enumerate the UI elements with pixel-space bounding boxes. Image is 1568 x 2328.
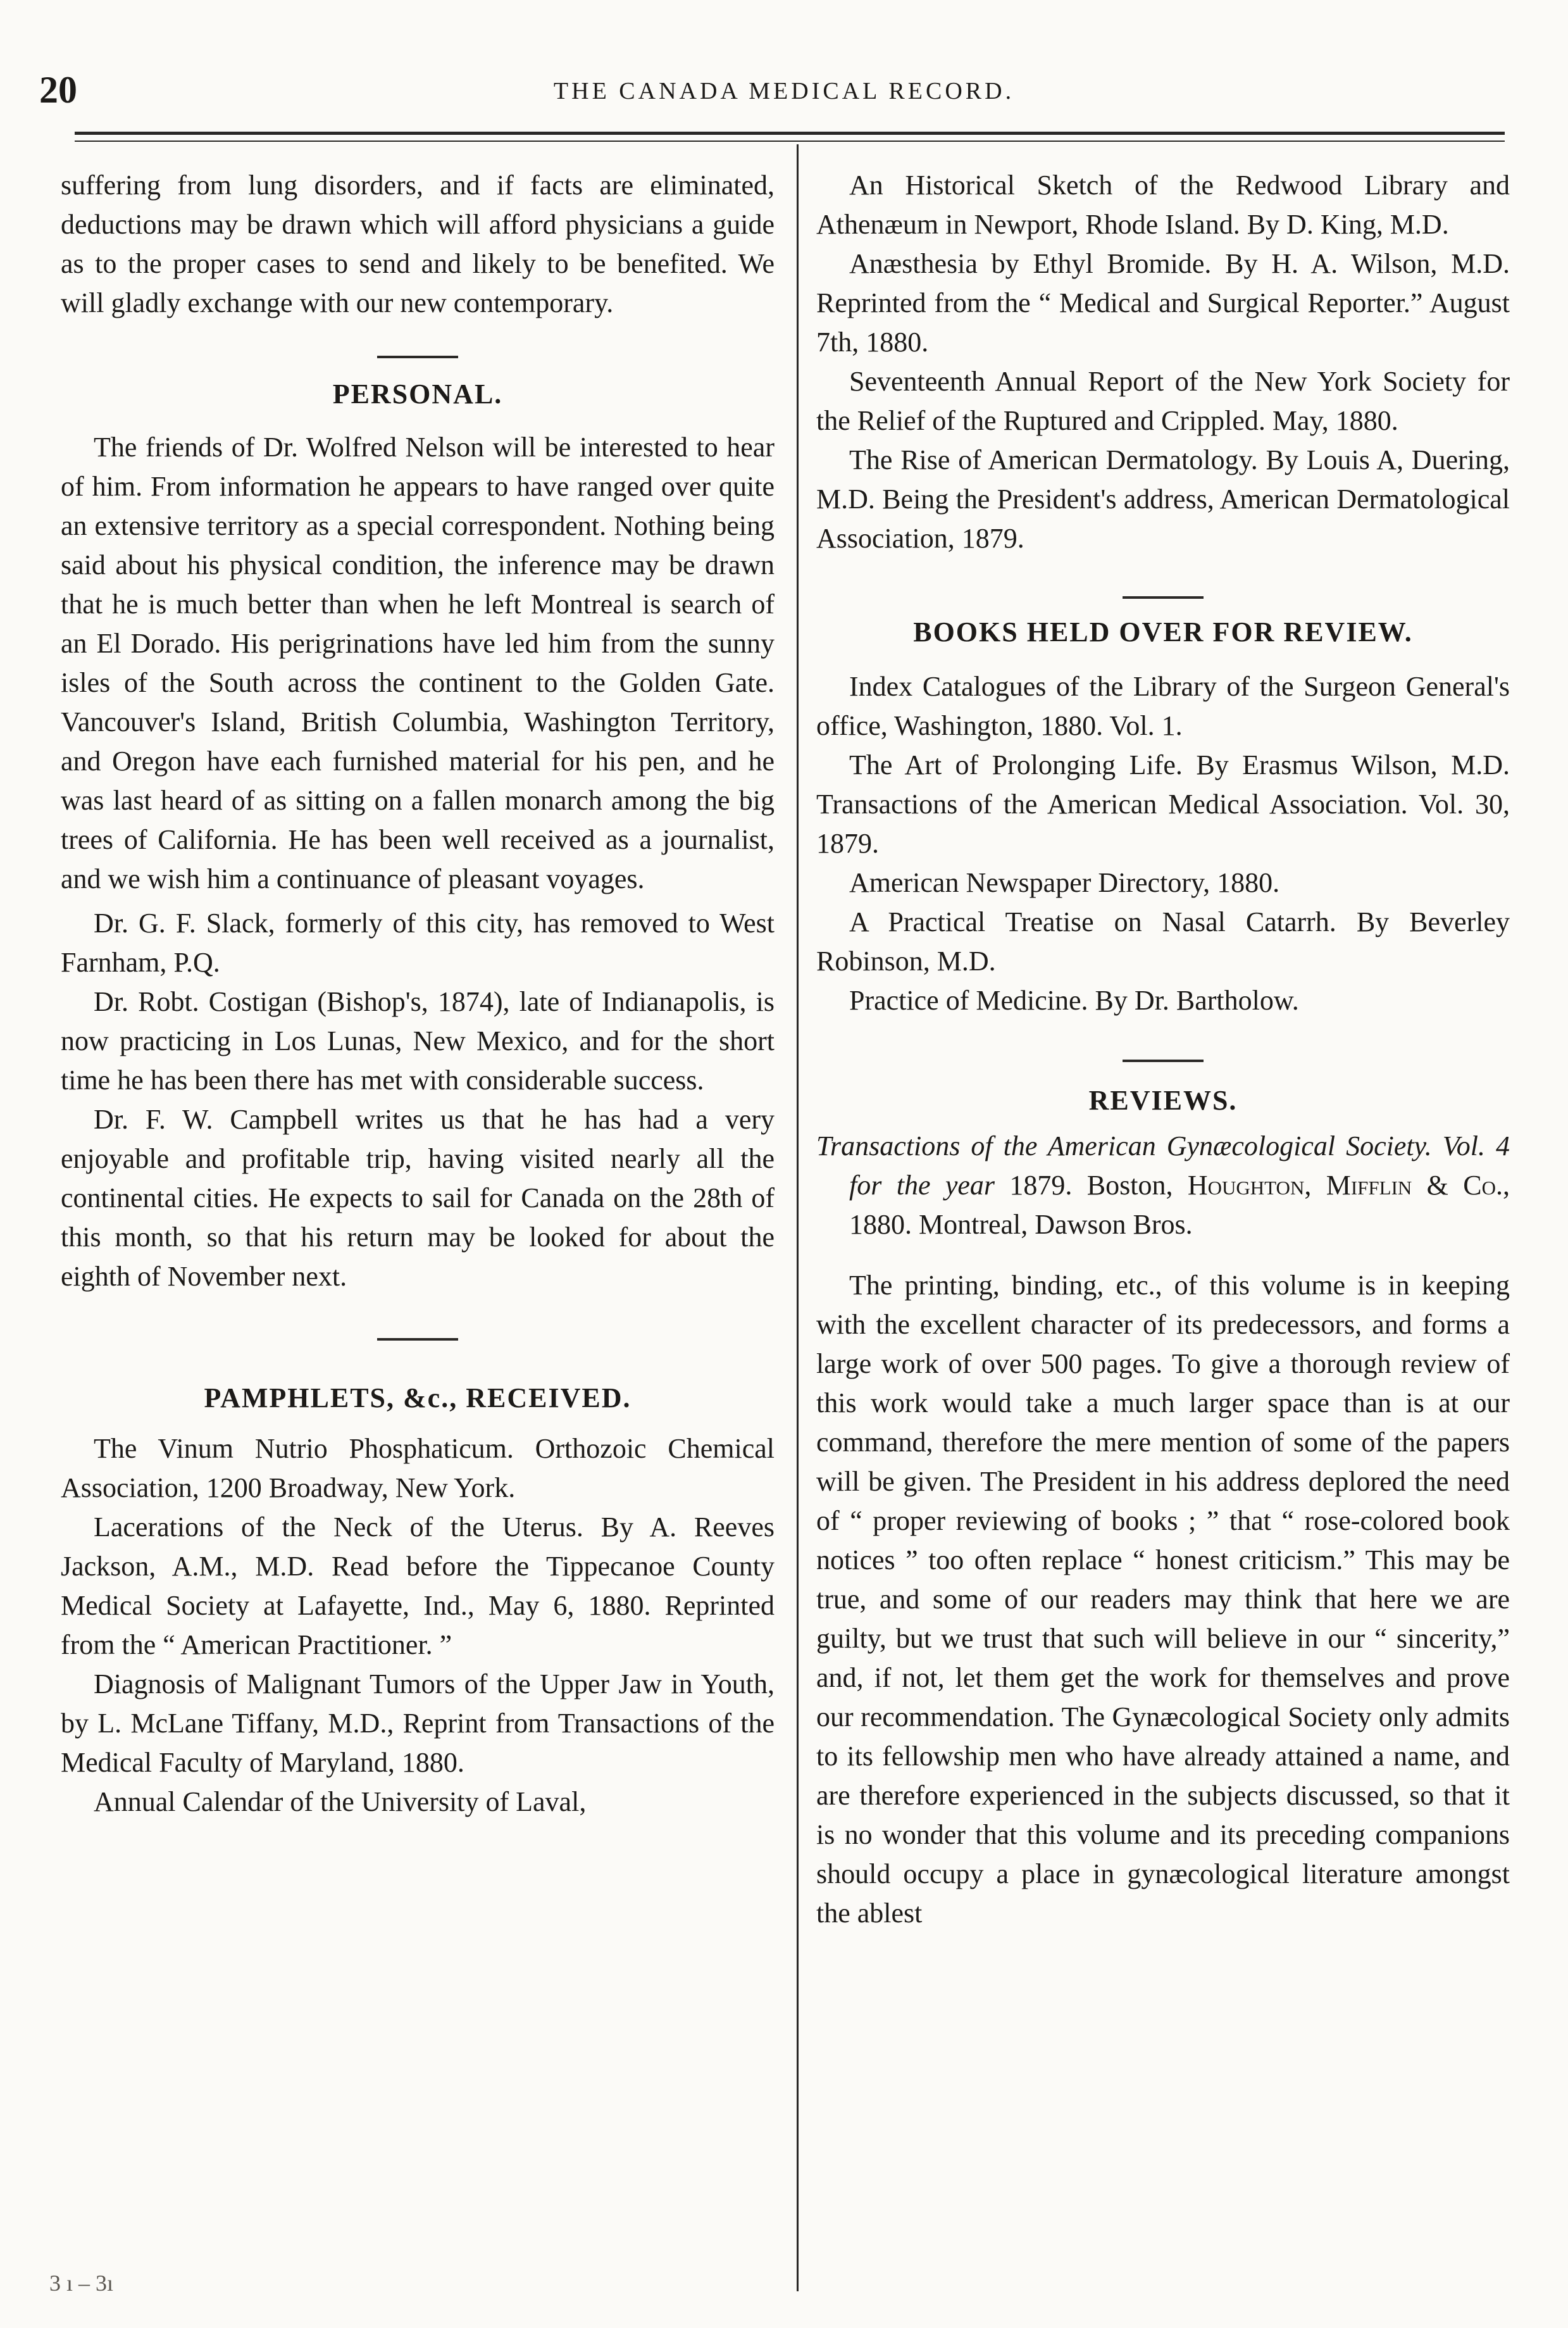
right-column [816, 149, 1510, 1933]
pamphlet-entry: Anæsthesia by Ethyl Bromide. By H. A. Wilson, M.D. Reprinted from the “ Medical and Surgical Reporter.” August 7th, 1880. [816, 248, 1510, 358]
book-entry: The Art of Prolonging Life. By Erasmus Wilson, M.D. Transactions of the American Medical Association. Vol. 30, 1879. [816, 749, 1510, 859]
book-entry: American Newspaper Directory, 1880. [849, 867, 1280, 898]
pamphlet-entry: Diagnosis of Malignant Tumors of the Upper Jaw in Youth, by L. McLane Tiffany, M.D., Reprint from Transactions of the Medical Faculty of Maryland, 1880. [61, 1668, 775, 1778]
book-entry: Practice of Medicine. By Dr. Bartholow. [849, 985, 1299, 1016]
pamphlet-entry: An Historical Sketch of the Redwood Library and Athenæum in Newport, Rhode Island. By D. King, M.D. [816, 170, 1510, 240]
running-head [0, 68, 1568, 119]
book-entry: A Practical Treatise on Nasal Catarrh. By Beverley Robinson, M.D. [816, 906, 1510, 977]
pamphlet-entry: The Vinum Nutrio Phosphaticum. Orthozoic Chemical Association, 1200 Broadway, New York. [61, 1433, 775, 1503]
column-divider [797, 144, 799, 2291]
personal-paragraph: The friends of Dr. Wolfred Nelson will be interested to hear of him. From information he appears to have ranged over quite an extensive territory as a special correspondent. Nothing being said about his physical condition, the inference may be drawn that he is much better than when he left Montreal is search of an El Dorado. His perigrinations have led him from the sunny isles of the South across the continent to the Golden Gate. Vancouver's Island, British Columbia, Washington Territory, and Oregon have each furnished material for his pen, and he was last heard of as sitting on a fallen monarch among the big trees of California. He has been well received as a journalist, and we wish him a continuance of pleasant voyages. [61, 432, 775, 894]
personal-paragraph: Dr. Robt. Costigan (Bishop's, 1874), late of Indianapolis, is now practicing in Los Lunas, New Mexico, and for the short time he has been there has met with considerable success. [61, 986, 775, 1096]
section-separator [1123, 1060, 1204, 1062]
pamphlet-entry: The Rise of American Dermatology. By Louis A, Duering, M.D. Being the President's address, American Dermatological Association, 1879. [816, 444, 1510, 554]
reviewed-work-place: Boston, [1086, 1170, 1173, 1201]
review-body: The printing, binding, etc., of this volume is in keeping with the excellent character of its predecessors, and forms a large work of over 500 pages. To give a thorough review of this work would take a much larger space than is at our command, therefore the mere mention of some of the papers will be given. The President in his address deplored the need of “ proper reviewing of books ; ” that “ rose-colored book notices ” too often replace “ honest criticism.” This may be true, and some of our readers may think that here we are guilty, but we trust that such will believe in our “ sincerity,” and, if not, let them get the work for themselves and prove our recommendation. The Gynæcological Society only admits to its fellowship men who have already attained a name, and are therefore experienced in the subjects discussed, so that it is no wonder that this volume and its preceding companions should occupy a place in gynæcological literature amongst the ablest [816, 1270, 1510, 1929]
section-heading-pamphlets: PAMPHLETS, &c., RECEIVED. [204, 1382, 632, 1413]
section-heading-books-held: BOOKS HELD OVER FOR REVIEW. [913, 616, 1413, 648]
section-separator [377, 356, 458, 358]
reviewed-work-title: Transactions of the American Gynæcological Society. Vol. 4 for the year [816, 1130, 1510, 1201]
reviewed-work-citation [816, 1127, 1510, 1244]
section-heading-personal: PERSONAL. [332, 379, 503, 410]
pamphlet-entry: Seventeenth Annual Report of the New York Society for the Relief of the Ruptured and Crippled. May, 1880. [816, 366, 1510, 436]
reviewed-work-details: 1880. Montreal, Dawson Bros. [849, 1209, 1193, 1240]
reviewed-work-publisher: Houghton, Mifflin & Co., [1187, 1170, 1510, 1201]
pamphlet-entry: Lacerations of the Neck of the Uterus. By A. Reeves Jackson, A.M., M.D. Read before the Tippecanoe County Medical Society at Lafayette, Ind., May 6, 1880. Reprinted from the “ American Practitioner. ” [61, 1511, 775, 1660]
page-number: 20 [39, 69, 77, 111]
section-separator [377, 1338, 458, 1341]
left-column [61, 149, 775, 1822]
signature-mark: 3 ı – 3ı [49, 2270, 114, 2296]
book-entry: Index Catalogues of the Library of the Surgeon General's office, Washington, 1880. Vol. 1. [816, 671, 1510, 741]
reviewed-work-year: 1879. [1009, 1170, 1073, 1201]
pamphlet-entry: Annual Calendar of the University of Laval, [94, 1786, 587, 1817]
personal-paragraph: Dr. G. F. Slack, formerly of this city, has removed to West Farnham, P.Q. [61, 908, 775, 978]
section-heading-reviews: REVIEWS. [1088, 1085, 1238, 1116]
header-rule-thick [75, 132, 1505, 135]
section-separator [1123, 596, 1204, 599]
header-rule-thin [75, 141, 1505, 142]
personal-paragraph: Dr. F. W. Campbell writes us that he has had a very enjoyable and profitable trip, having visited nearly all the continental cities. He expects to sail for Canada on the 28th of this month, so that his return may be looked for about the eighth of November next. [61, 1104, 775, 1292]
intro-paragraph: suffering from lung disorders, and if facts are eliminated, deductions may be drawn which will afford physicians a guide as to the proper cases to send and likely to be benefited. We will gladly exchange with our new contemporary. [61, 170, 775, 318]
journal-title: THE CANADA MEDICAL RECORD. [553, 78, 1015, 104]
